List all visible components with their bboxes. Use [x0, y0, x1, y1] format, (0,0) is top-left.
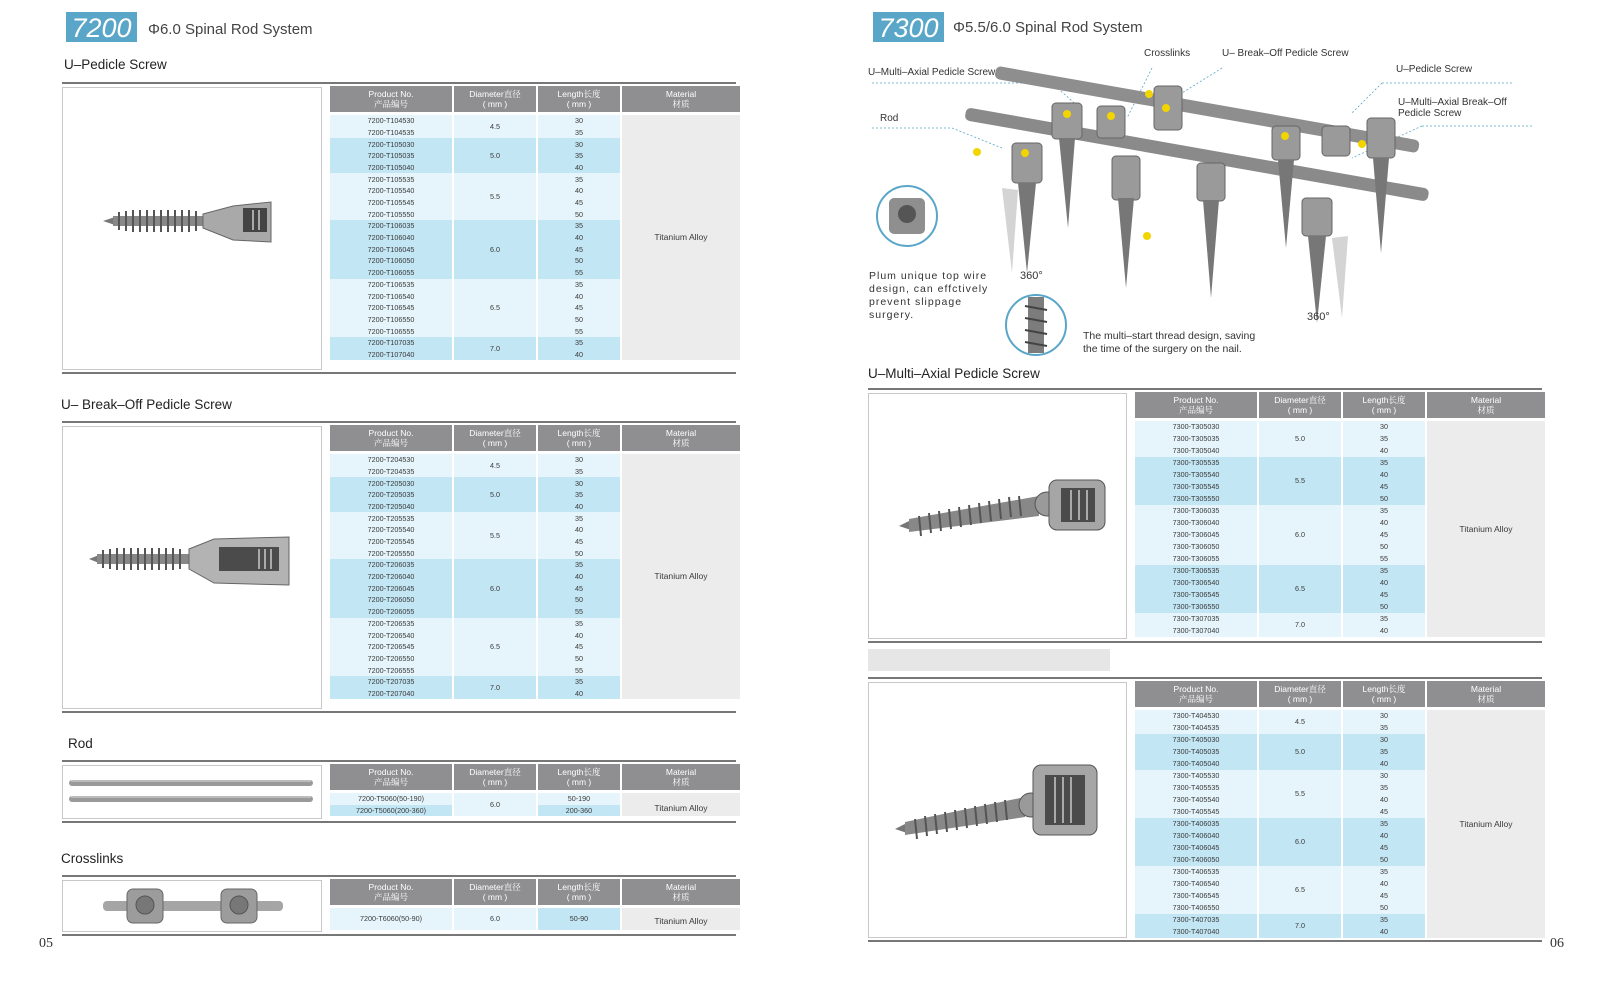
diameter-cell: 7.0 — [454, 676, 536, 699]
table-cell: 50 — [1343, 854, 1425, 866]
table-cell: 45 — [538, 244, 620, 256]
table-cell: 7200-T205540 — [330, 524, 452, 536]
section-divider — [62, 875, 736, 877]
table-cell: 7200-T106550 — [330, 314, 452, 326]
angle-label-left: 360° — [1020, 270, 1043, 282]
spec-table-u-multi-axial-pedicle-screw — [1133, 392, 1547, 637]
table-cell: 7200-T106535 — [330, 279, 452, 291]
table-cell: 7200-T106035 — [330, 220, 452, 232]
callout-multi-axial-break-off-2: Pedicle Screw — [1398, 108, 1462, 119]
col-header-material: Material 材质 — [1427, 681, 1545, 707]
table-cell: 7200-T205035 — [330, 489, 452, 501]
section-divider — [62, 421, 736, 423]
callout-rod: Rod — [880, 113, 899, 124]
col-header-product-no: Product No. 产品编号 — [330, 86, 452, 112]
section-divider — [868, 641, 1542, 643]
diameter-cell: 7.0 — [1259, 914, 1341, 938]
table-cell: 7300-T306055 — [1135, 553, 1257, 565]
col-header-length: Length长度 ( mm ) — [1343, 392, 1425, 418]
material-cell: Titanium Alloy — [622, 115, 740, 360]
diameter-cell: 4.5 — [454, 454, 536, 477]
table-cell: 7300-T404530 — [1135, 710, 1257, 722]
material-cell: Titanium Alloy — [1427, 421, 1545, 637]
section-divider — [62, 934, 736, 936]
table-cell: 7300-T305540 — [1135, 469, 1257, 481]
table-cell: 7300-T306535 — [1135, 565, 1257, 577]
col-header-material: Material 材质 — [622, 764, 740, 790]
table-cell: 40 — [1343, 445, 1425, 457]
table-cell: 40 — [538, 571, 620, 583]
table-cell: 7300-T406545 — [1135, 890, 1257, 902]
diameter-cell: 5.5 — [1259, 457, 1341, 505]
table-cell: 30 — [538, 115, 620, 127]
section-divider — [62, 82, 736, 84]
table-cell: 35 — [538, 279, 620, 291]
table-cell: 7300-T405535 — [1135, 782, 1257, 794]
note-top-wire-design: Plum unique top wire design, can effctively prevent slippage surgery. — [869, 270, 989, 321]
table-cell: 7200-T105540 — [330, 185, 452, 197]
series-badge-7300: 7300 — [873, 12, 944, 42]
table-cell: 45 — [1343, 890, 1425, 902]
series-badge-7200: 7200 — [66, 12, 137, 42]
table-cell: 7200-T105030 — [330, 138, 452, 150]
table-cell: 40 — [1343, 469, 1425, 481]
table-cell: 45 — [1343, 481, 1425, 493]
table-cell: 35 — [538, 220, 620, 232]
table-cell: 35 — [538, 512, 620, 524]
material-cell: Titanium Alloy — [622, 793, 740, 816]
table-cell: 7300-T306540 — [1135, 577, 1257, 589]
table-cell: 7200-T105040 — [330, 162, 452, 174]
table-cell: 45 — [538, 536, 620, 548]
diameter-cell: 6.0 — [454, 908, 536, 930]
diameter-cell: 6.5 — [454, 618, 536, 676]
callout-crosslinks: Crosslinks — [1144, 48, 1191, 59]
table-cell: 7200-T106545 — [330, 302, 452, 314]
material-cell: Titanium Alloy — [622, 454, 740, 699]
table-cell: 7300-T405540 — [1135, 794, 1257, 806]
table-cell: 7300-T405530 — [1135, 770, 1257, 782]
table-cell: 40 — [538, 290, 620, 302]
table-cell: 35 — [538, 466, 620, 478]
table-cell: 7300-T406550 — [1135, 902, 1257, 914]
col-header-diameter: Diameter直径 ( mm ) — [1259, 392, 1341, 418]
col-header-length: Length长度 ( mm ) — [538, 425, 620, 451]
table-cell: 40 — [538, 349, 620, 361]
table-cell: 7200-T107035 — [330, 337, 452, 349]
table-cell: 7300-T305535 — [1135, 457, 1257, 469]
diameter-cell: 6.0 — [1259, 818, 1341, 866]
table-cell: 7200-T207035 — [330, 676, 452, 688]
section-title-u-multi-axial-pedicle-screw: U–Multi–Axial Pedicle Screw — [868, 366, 1040, 381]
table-cell: 35 — [1343, 505, 1425, 517]
diameter-cell: 5.5 — [454, 173, 536, 220]
table-cell: 7200-T205545 — [330, 536, 452, 548]
angle-label-right: 360° — [1307, 311, 1330, 323]
table-cell: 7200-T206545 — [330, 641, 452, 653]
table-cell: 35 — [1343, 613, 1425, 625]
spec-table-crosslinks — [328, 879, 742, 930]
section-divider — [62, 760, 736, 762]
table-cell: 7200-T204530 — [330, 454, 452, 466]
table-cell: 7200-T105035 — [330, 150, 452, 162]
table-cell: 30 — [538, 138, 620, 150]
note-thread-design: The multi–start thread design, saving the time of the surgery on the nail. — [1083, 330, 1256, 355]
table-cell: 40 — [1343, 830, 1425, 842]
diameter-cell: 4.5 — [454, 115, 536, 138]
col-header-length: Length长度 ( mm ) — [538, 764, 620, 790]
callout-multi-axial-break-off-1: U–Multi–Axial Break–Off — [1398, 97, 1507, 108]
table-cell: 7300-T305040 — [1135, 445, 1257, 457]
table-cell: 50 — [1343, 902, 1425, 914]
table-cell: 7200-T207040 — [330, 688, 452, 700]
table-cell: 35 — [1343, 433, 1425, 445]
diameter-cell: 4.5 — [1259, 710, 1341, 734]
section-title-u-break-off-pedicle-screw: U– Break–Off Pedicle Screw — [61, 397, 232, 412]
spec-table-multi-axial-break-off-screw — [1133, 681, 1547, 938]
table-cell: 7300-T405030 — [1135, 734, 1257, 746]
table-cell: 7300-T406040 — [1135, 830, 1257, 842]
table-cell: 40 — [538, 501, 620, 513]
table-cell: 35 — [1343, 782, 1425, 794]
diameter-cell: 6.0 — [454, 793, 536, 816]
section-title-crosslinks: Crosslinks — [61, 851, 124, 866]
table-cell: 7200-T104530 — [330, 115, 452, 127]
product-image-multi-axial-break-off-screw — [868, 682, 1127, 938]
col-header-product-no: Product No. 产品编号 — [330, 879, 452, 905]
table-cell: 30 — [538, 454, 620, 466]
table-cell: 40 — [1343, 758, 1425, 770]
table-cell: 7300-T405040 — [1135, 758, 1257, 770]
right-page-title: Φ5.5/6.0 Spinal Rod System — [953, 19, 1143, 36]
table-cell: 40 — [1343, 577, 1425, 589]
diameter-cell: 5.0 — [1259, 421, 1341, 457]
table-cell: 7200-T205030 — [330, 477, 452, 489]
table-cell: 45 — [538, 641, 620, 653]
section-divider — [868, 940, 1542, 942]
table-cell: 7300-T307035 — [1135, 613, 1257, 625]
table-cell: 7300-T405035 — [1135, 746, 1257, 758]
table-cell: 50 — [538, 653, 620, 665]
table-cell: 7300-T305550 — [1135, 493, 1257, 505]
col-header-diameter: Diameter直径 ( mm ) — [454, 86, 536, 112]
table-cell: 7200-T6060(50-90) — [330, 908, 452, 930]
section-divider — [62, 711, 736, 713]
table-cell: 40 — [1343, 517, 1425, 529]
table-cell: 55 — [538, 267, 620, 279]
break-off-pedicle-screw-icon — [63, 427, 321, 708]
table-cell: 7300-T305035 — [1135, 433, 1257, 445]
table-cell: 7300-T406540 — [1135, 878, 1257, 890]
table-cell: 55 — [538, 325, 620, 337]
table-cell: 30 — [1343, 734, 1425, 746]
table-cell: 7200-T206040 — [330, 571, 452, 583]
table-cell: 7300-T405545 — [1135, 806, 1257, 818]
table-cell: 7300-T305545 — [1135, 481, 1257, 493]
col-header-diameter: Diameter直径 ( mm ) — [1259, 681, 1341, 707]
table-cell: 7200-T106055 — [330, 267, 452, 279]
col-header-diameter: Diameter直径 ( mm ) — [454, 425, 536, 451]
table-cell: 7300-T305030 — [1135, 421, 1257, 433]
table-cell: 50 — [538, 255, 620, 267]
table-cell: 7300-T306035 — [1135, 505, 1257, 517]
table-cell: 7300-T407035 — [1135, 914, 1257, 926]
table-cell: 7200-T106050 — [330, 255, 452, 267]
product-image-u-pedicle-screw — [62, 87, 322, 370]
col-header-diameter: Diameter直径 ( mm ) — [454, 879, 536, 905]
table-cell: 7200-T106040 — [330, 232, 452, 244]
table-cell: 7200-T105535 — [330, 173, 452, 185]
diameter-cell: 5.0 — [454, 138, 536, 173]
spec-table-u-break-off-pedicle-screw — [328, 425, 742, 699]
table-cell: 200-360 — [538, 805, 620, 817]
table-cell: 40 — [538, 629, 620, 641]
diameter-cell: 6.5 — [454, 279, 536, 337]
material-cell: Titanium Alloy — [622, 908, 740, 930]
table-cell: 50 — [538, 594, 620, 606]
table-cell: 7200-T206540 — [330, 629, 452, 641]
table-cell: 35 — [1343, 818, 1425, 830]
table-cell: 7200-T107040 — [330, 349, 452, 361]
table-cell: 7200-T205040 — [330, 501, 452, 513]
table-cell: 7200-T206045 — [330, 583, 452, 595]
table-cell: 30 — [1343, 421, 1425, 433]
table-cell: 7200-T106045 — [330, 244, 452, 256]
section-divider — [62, 372, 736, 374]
table-cell: 35 — [1343, 866, 1425, 878]
table-cell: 30 — [538, 477, 620, 489]
diameter-cell: 6.0 — [454, 220, 536, 278]
table-cell: 35 — [538, 559, 620, 571]
table-cell: 7200-T5060(50-190) — [330, 793, 452, 805]
table-cell: 45 — [1343, 529, 1425, 541]
col-header-product-no: Product No. 产品编号 — [1135, 681, 1257, 707]
table-cell: 7300-T306040 — [1135, 517, 1257, 529]
table-cell: 7200-T206055 — [330, 606, 452, 618]
col-header-product-no: Product No. 产品编号 — [330, 764, 452, 790]
table-cell: 40 — [1343, 625, 1425, 637]
col-header-material: Material 材质 — [622, 86, 740, 112]
product-image-rod — [62, 765, 322, 819]
spec-table-u-pedicle-screw — [328, 86, 742, 360]
col-header-material: Material 材质 — [622, 879, 740, 905]
table-cell: 7300-T306045 — [1135, 529, 1257, 541]
table-cell: 7200-T206550 — [330, 653, 452, 665]
col-header-product-no: Product No. 产品编号 — [1135, 392, 1257, 418]
table-cell: 55 — [538, 606, 620, 618]
table-cell: 35 — [538, 150, 620, 162]
multi-axial-screw-icon — [869, 394, 1126, 638]
table-cell: 40 — [538, 162, 620, 174]
table-cell: 45 — [538, 197, 620, 209]
crosslink-icon — [63, 881, 321, 931]
table-cell: 7200-T204535 — [330, 466, 452, 478]
page-number-left: 05 — [39, 936, 53, 951]
table-cell: 50 — [1343, 541, 1425, 553]
table-cell: 45 — [1343, 589, 1425, 601]
table-cell: 35 — [538, 489, 620, 501]
left-page-title: Φ6.0 Spinal Rod System — [148, 21, 313, 38]
table-cell: 7300-T407040 — [1135, 926, 1257, 938]
table-cell: 7300-T306550 — [1135, 601, 1257, 613]
section-title-u-pedicle-screw: U–Pedicle Screw — [64, 57, 167, 72]
product-image-crosslinks — [62, 880, 322, 932]
table-cell: 45 — [1343, 842, 1425, 854]
table-cell: 7200-T205550 — [330, 548, 452, 560]
table-cell: 7200-T206050 — [330, 594, 452, 606]
table-cell: 7200-T106540 — [330, 290, 452, 302]
col-header-material: Material 材质 — [1427, 392, 1545, 418]
callout-pedicle-screw: U–Pedicle Screw — [1396, 64, 1473, 75]
table-cell: 7200-T106555 — [330, 325, 452, 337]
section-divider — [62, 821, 736, 823]
table-cell: 7300-T406035 — [1135, 818, 1257, 830]
col-header-product-no: Product No. 产品编号 — [330, 425, 452, 451]
section-title-placeholder-bar — [868, 649, 1110, 671]
table-cell: 7200-T205535 — [330, 512, 452, 524]
table-cell: 7200-T206535 — [330, 618, 452, 630]
table-cell: 7300-T406045 — [1135, 842, 1257, 854]
table-cell: 7200-T206555 — [330, 664, 452, 676]
section-divider — [868, 388, 1542, 390]
u-pedicle-screw-icon — [63, 88, 321, 369]
col-header-material: Material 材质 — [622, 425, 740, 451]
multi-axial-break-off-screw-icon — [869, 683, 1126, 937]
table-cell: 55 — [538, 664, 620, 676]
col-header-length: Length长度 ( mm ) — [538, 86, 620, 112]
table-cell: 45 — [538, 583, 620, 595]
callout-break-off-pedicle-screw: U– Break–Off Pedicle Screw — [1222, 48, 1349, 59]
diameter-cell: 6.0 — [454, 559, 536, 617]
table-cell: 45 — [538, 302, 620, 314]
diameter-cell: 5.5 — [454, 512, 536, 559]
table-cell: 40 — [538, 185, 620, 197]
table-cell: 50-90 — [538, 908, 620, 930]
material-cell: Titanium Alloy — [1427, 710, 1545, 938]
product-image-u-break-off-pedicle-screw — [62, 426, 322, 709]
table-cell: 7300-T406050 — [1135, 854, 1257, 866]
diameter-cell: 5.0 — [454, 477, 536, 512]
table-cell: 50-190 — [538, 793, 620, 805]
table-cell: 35 — [538, 173, 620, 185]
col-header-length: Length长度 ( mm ) — [1343, 681, 1425, 707]
rod-icon — [63, 766, 321, 818]
col-header-length: Length长度 ( mm ) — [538, 879, 620, 905]
table-cell: 35 — [1343, 457, 1425, 469]
table-cell: 7300-T306050 — [1135, 541, 1257, 553]
table-cell: 35 — [1343, 914, 1425, 926]
table-cell: 40 — [538, 688, 620, 700]
table-cell: 40 — [538, 524, 620, 536]
diameter-cell: 5.5 — [1259, 770, 1341, 818]
table-cell: 7300-T307040 — [1135, 625, 1257, 637]
product-image-multi-axial-pedicle-screw — [868, 393, 1127, 639]
table-cell: 40 — [538, 232, 620, 244]
table-cell: 50 — [538, 209, 620, 221]
table-cell: 50 — [538, 548, 620, 560]
table-cell: 30 — [1343, 710, 1425, 722]
table-cell: 7200-T105550 — [330, 209, 452, 221]
table-cell: 35 — [1343, 746, 1425, 758]
section-divider — [868, 677, 1542, 679]
table-cell: 50 — [538, 314, 620, 326]
table-cell: 35 — [538, 676, 620, 688]
spec-table-rod — [328, 764, 742, 816]
table-cell: 55 — [1343, 553, 1425, 565]
table-cell: 7200-T5060(200-360) — [330, 805, 452, 817]
table-cell: 7300-T406535 — [1135, 866, 1257, 878]
section-title-rod: Rod — [68, 736, 93, 751]
page-number-right: 06 — [1550, 936, 1564, 951]
diameter-cell: 6.5 — [1259, 866, 1341, 914]
table-cell: 35 — [538, 618, 620, 630]
diameter-cell: 6.5 — [1259, 565, 1341, 613]
table-cell: 35 — [1343, 722, 1425, 734]
table-cell: 7200-T104535 — [330, 127, 452, 139]
diameter-cell: 6.0 — [1259, 505, 1341, 565]
table-cell: 35 — [538, 337, 620, 349]
table-cell: 40 — [1343, 794, 1425, 806]
table-cell: 40 — [1343, 878, 1425, 890]
table-cell: 30 — [1343, 770, 1425, 782]
col-header-diameter: Diameter直径 ( mm ) — [454, 764, 536, 790]
diameter-cell: 5.0 — [1259, 734, 1341, 770]
table-cell: 7300-T404535 — [1135, 722, 1257, 734]
table-cell: 35 — [1343, 565, 1425, 577]
callout-multi-axial-pedicle-screw: U–Multi–Axial Pedicle Screw — [868, 67, 996, 78]
table-cell: 7200-T105545 — [330, 197, 452, 209]
table-cell: 7200-T206035 — [330, 559, 452, 571]
diameter-cell: 7.0 — [1259, 613, 1341, 637]
diameter-cell: 7.0 — [454, 337, 536, 360]
table-cell: 50 — [1343, 601, 1425, 613]
table-cell: 40 — [1343, 926, 1425, 938]
table-cell: 50 — [1343, 493, 1425, 505]
table-cell: 7300-T306545 — [1135, 589, 1257, 601]
table-cell: 45 — [1343, 806, 1425, 818]
table-cell: 35 — [538, 127, 620, 139]
